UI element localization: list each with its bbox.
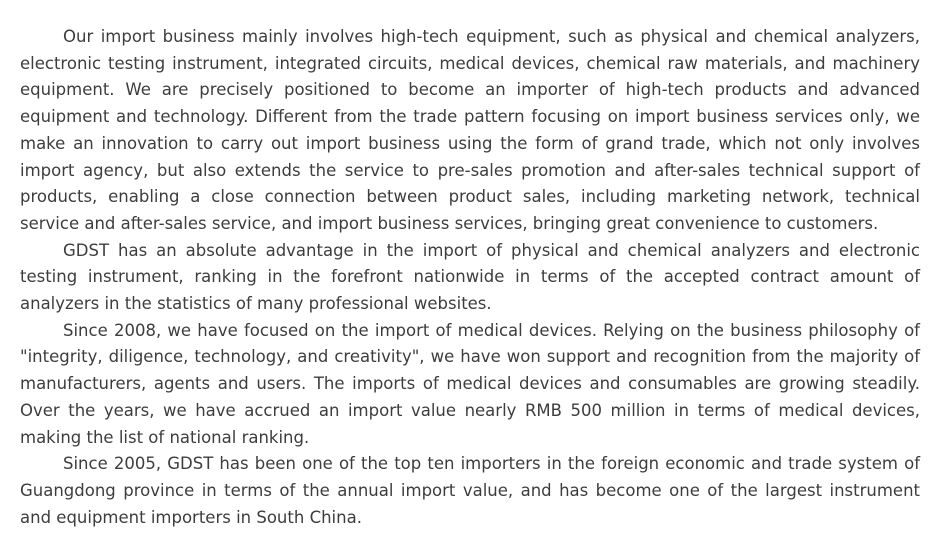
paragraph-analyzer-advantage: GDST has an absolute advantage in the import of physical and chemical analyzers and electronic testing instrument, ranking in the forefront nationwide in terms of the accepted contract amount of analyzers in the statistics of many professional websites.: [20, 240, 920, 314]
paragraph-business-overview: Our import business mainly involves high-tech equipment, such as physical and chemical analyzers, electronic testing instrument, integrated circuits, medical devices, chemical raw materials, and machinery equipment. We are precisely positioned to become an importer of high-tech products and advanced equipment and technology. Different from the trade pattern focusing on import business services only, we make an innovation to carry out import business using the form of grand trade, which not only involves import agency, but also extends the service to pre-sales promotion and after-sales technical support of products, enabling a close connection between product sales, including marketing network, technical service and after-sales service, and import business services, bringing great convenience to customers.: [20, 27, 920, 233]
paragraph-top-importer: Since 2005, GDST has been one of the top ten importers in the foreign economic and trade system of Guangdong province in terms of the annual import value, and has become one of the largest instrument and equipment importers in South China.: [20, 454, 920, 527]
paragraph-medical-devices: Since 2008, we have focused on the import of medical devices. Relying on the business philosophy of "integrity, diligence, technology, and creativity", we have won support and recognition from the majority of manufacturers, agents and users. The imports of medical devices and consumables are growing steadily. Over the years, we have accrued an import value nearly RMB 500 million in terms of medical devices, making the list of national ranking.: [20, 320, 920, 447]
